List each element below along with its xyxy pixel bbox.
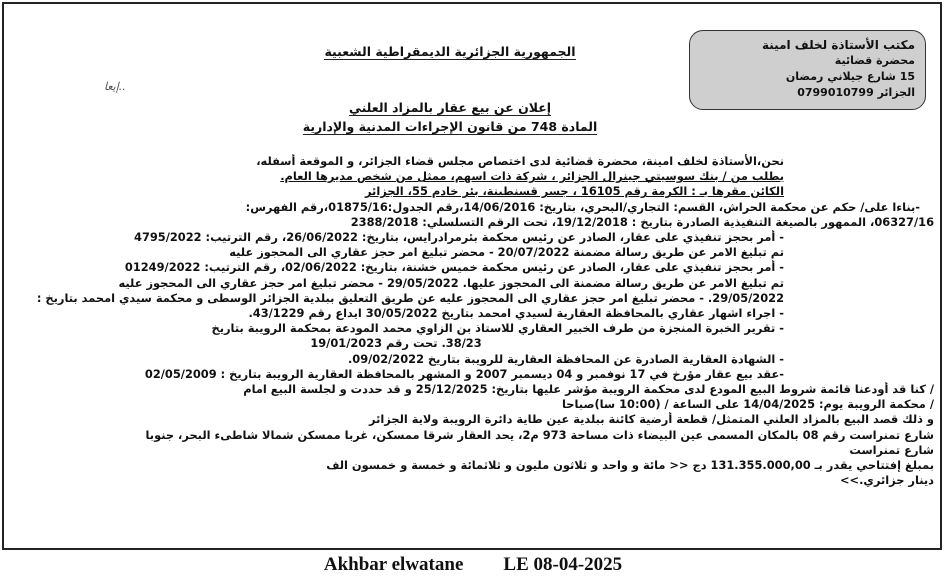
- body-line: 38/23. تحت رقم 19/01/2023: [310, 336, 482, 351]
- body-line: الكائن مقرها بـ : الكرمة رقم 16105 ، جسر قسنطينة، بئر خادم 55، الجزائر: [364, 184, 784, 199]
- edition-date: LE 08-04-2025: [503, 554, 623, 575]
- body-line: - تقرير الخبرة المنجزة من طرف الخبير العقاري للاستاذ بن الزاوي محمد المودعة بمحكمة الرويبة بتاريخ: [211, 321, 784, 336]
- body-line: - أمر بحجز تنفيذي على عقار، الصادر عن رئيس محكمة خميس خشنة، بتاريخ: 02/06/2022، رقم الترتيب: 01249/2022: [124, 260, 784, 275]
- newspaper-footer: [0, 554, 946, 576]
- body-line: تم تبليغ الامر عن طريق رسالة مضمنة الى المحجوز عليها. 29/05/2022 - محضر تبليغ امر حجز عقاري الى المحجوز عليه: [118, 275, 784, 290]
- bailiff-stamp: [689, 30, 926, 110]
- body-line: -عقد بيع عقار مؤرخ في 17 نوفمبر و 04 ديسمبر 2007 و المشهر بالمحافظة العقارية الرويبة بتاريخ : 02/05/2009: [144, 366, 784, 381]
- body-line: 29/05/2022. - محضر تبليغ امر حجز عقاري الى المحجوز عليه عن طريق التعليق ببلدية الجزائر الوسطى و محكمة سيدي امحمد بتاريخ :: [36, 290, 784, 305]
- body-line: / كنا قد أودعنا قائمة شروط البيع المودع لدى محكمة الرويبة مؤشر عليها بتاريخ: 25/12/2025 و قد حددت و لجلسة البيع امام: [243, 382, 934, 397]
- stamp-city-phone: الجزائر 0799010799: [797, 86, 915, 99]
- republic-heading: [300, 44, 600, 59]
- announcement-body: [8, 154, 934, 488]
- body-line: شارع تمنراست رقم 08 بالمكان المسمى عين البيضاء ذات مساحة 973 م2، يحد العقار شرقا ممسكن، غربا ممسكن شمالا شاطىء البحر، جنوبا: [145, 427, 934, 442]
- body-line: نحن،الأستاذة لخلف امينة، محضرة قضائية لدى اختصاص مجلس قضاء الجزائر، و الموقعة أسفله،: [256, 154, 784, 168]
- body-line: و ذلك قصد البيع بالمزاد العلني المتمثل/ قطعة أرضية كائنة ببلدية عين طاية دائرة الرويبة ولاية الجزائر: [369, 412, 934, 427]
- body-line: - الشهادة العقارية الصادرة عن المحافظة العقارية للرويبة بتاريخ 09/02/2022.: [347, 351, 784, 366]
- body-line: 06327/16، الممهور بالصيغة التنفيذية الصادرة بتاريخ : 19/12/2018، تحت الرقم التسلسلي: 2388/2018: [350, 214, 934, 229]
- body-line: دينار جزائري.>>: [840, 473, 934, 488]
- title-line-2: المادة 748 من قانون الإجراءات المدنية والإدارية: [302, 119, 598, 134]
- announcement-title: [240, 98, 660, 136]
- body-line: / محكمة الرويبة يوم: 14/04/2025 على الساعة / (10:00 سا)صباحا: [562, 397, 934, 412]
- newspaper-name: Akhbar elwatane: [323, 554, 464, 575]
- republic-heading-text: الجمهورية الجزائرية الديمقراطية الشعبية: [324, 44, 576, 59]
- stamp-title: محضرة قضائية: [834, 54, 915, 67]
- body-line: بطلب من / بنك سوسيتي جينرال الجزائر ، شركة ذات اسهم، ممثل من شخص مديرها العام.: [280, 169, 784, 184]
- stamp-address: 15 شارع جيلاني رمضان: [785, 70, 915, 83]
- stamp-office-name: مكتب الأستاذة لخلف امينة: [762, 38, 915, 52]
- body-line: - أمر بحجز تنفيذي على عقار، الصادر عن رئيس محكمة بئرمرادرايس، بتاريخ: 26/06/2022، رقم الترتيب: 4795/2022: [134, 230, 784, 245]
- body-line: بمبلغ إفتتاحي يقدر بـ 131.355.000,00 دج << مائة و واحد و ثلاثون مليون و ثلاثمائة و خمسة و خمسون الف: [326, 458, 934, 473]
- body-line: تم تبليغ الامر عن طريق رسالة مضمنة 20/07/2022 - محضر تبليغ امر حجز عقاري الى المحجوز عليه: [229, 245, 784, 260]
- body-line: - اجراء اشهار عقاري بالمحافظة العقارية لسيدي امحمد بتاريخ 30/05/2022 ايداع رقم 43/1229.: [248, 306, 784, 321]
- body-line: -بناءا على/ حكم عن محكمة الحراش، القسم: التجاري/البحري، بتاريخ: 14/06/2016،رقم الجدول:01875/16،رقم الفهرس:: [245, 199, 920, 214]
- signature-mark: إيعا..: [104, 80, 126, 93]
- title-line-1: إعلان عن بيع عقار بالمزاد العلني: [348, 100, 552, 115]
- body-line: شارع تمنراست: [849, 442, 934, 457]
